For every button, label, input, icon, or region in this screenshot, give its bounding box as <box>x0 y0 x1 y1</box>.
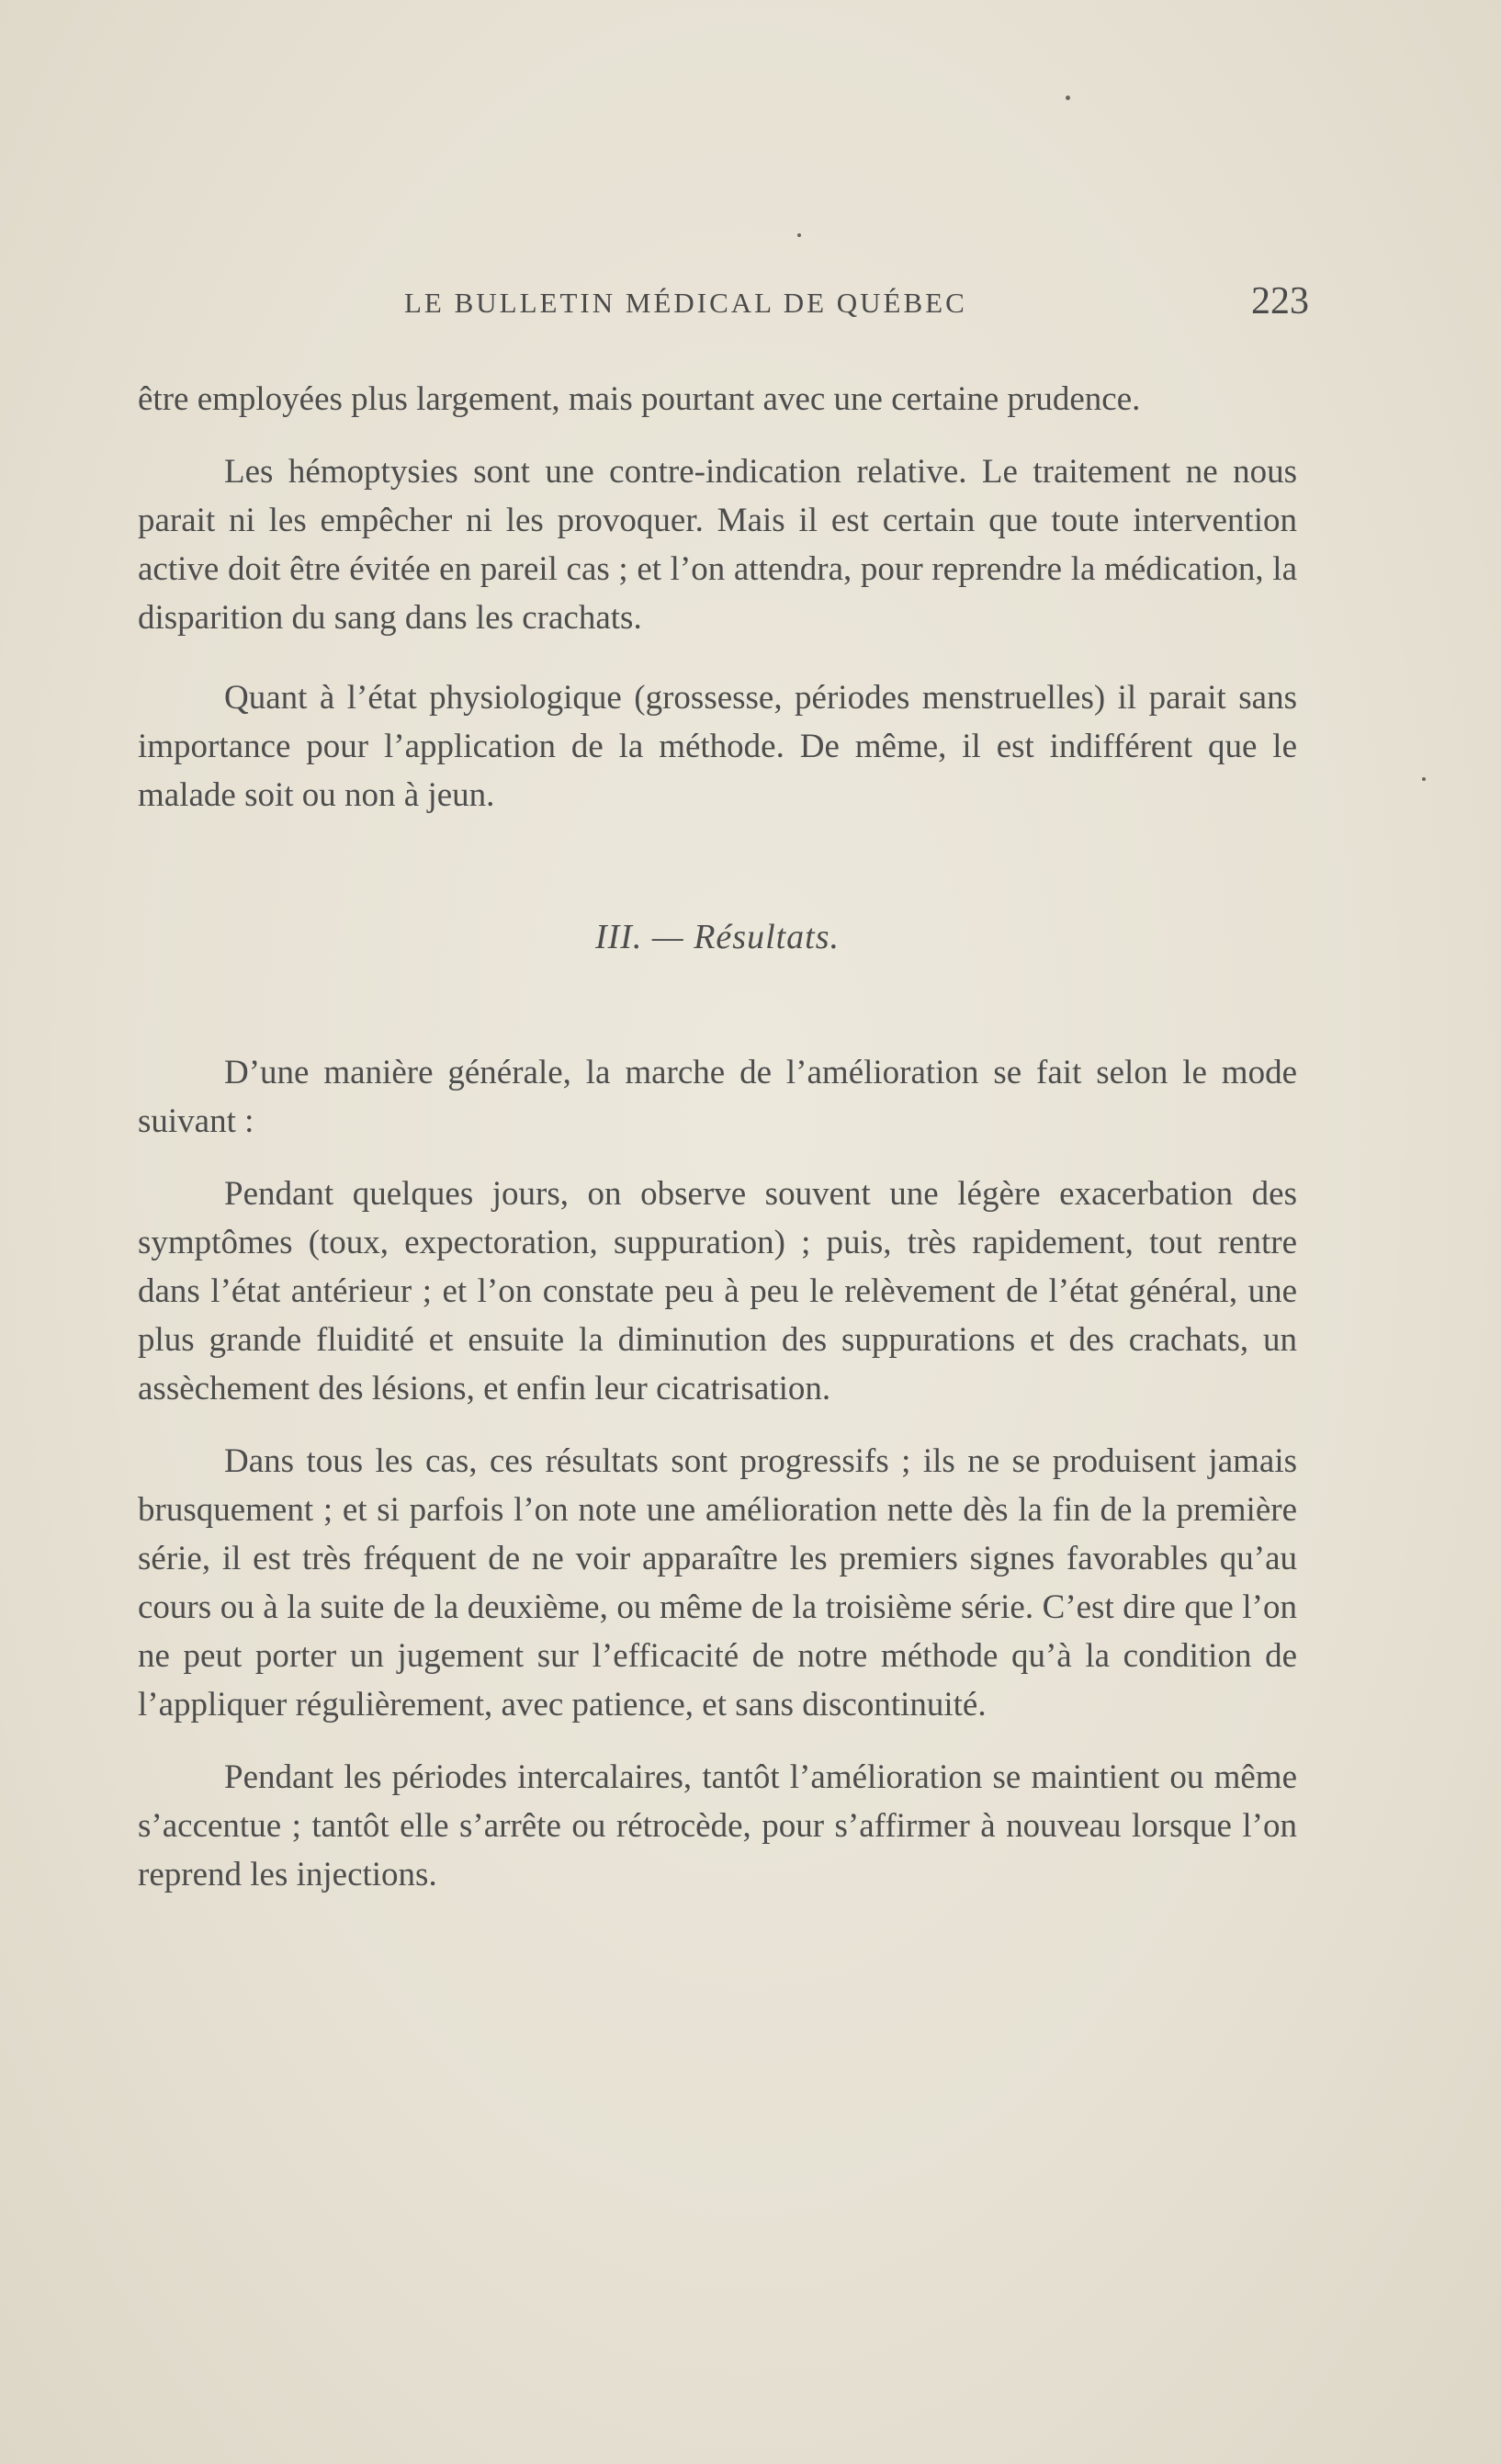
paragraph-resultats-progressifs: Dans tous les cas, ces résultats sont progressifs ; ils ne se produisent jamais brusquement ; et si parfois l’on note une amélioration nette dès la fin de la première série, il est très fréquent de ne voir apparaître les premiers signes favorables qu’au cours ou à la suite de la deuxième, ou même de la troisième série. C’est dire que l’on ne peut porter un jugement sur l’efficacité de notre méthode qu’à la condition de l’appliquer régulièrement, avec patience, et sans discontinuité. <box>138 1442 1297 1724</box>
paragraph-exacerbation: Pendant quelques jours, on observe souvent une légère exacerbation des symptômes (toux, expectoration, suppuration) ; puis, très rapidement, tout rentre dans l’état antérieur ; et l’on constate peu à peu le relèvement de l’état général, une plus grande fluidité et ensuite la diminution des suppurations et des crachats, un assèchement des lésions, et enfin leur cicatrisation. <box>138 1175 1297 1407</box>
running-head <box>138 280 1318 333</box>
section-heading: III. — Résultats. <box>594 918 841 956</box>
print-speck <box>1422 777 1426 781</box>
running-title: LE BULLETIN MÉDICAL DE QUÉBEC <box>404 287 967 319</box>
paragraph-marche-amelioration: D’une manière générale, la marche de l’amélioration se fait selon le mode suivant : <box>138 1054 1297 1140</box>
page-number: 223 <box>1251 280 1309 322</box>
body-text <box>138 375 1297 1899</box>
print-speck <box>1066 96 1070 100</box>
paragraph-hemoptysies: Les hémoptysies sont une contre-indication relative. Le traitement ne nous parait ni les empêcher ni les provoquer. Mais il est certain que toute intervention active doit être évitée en pareil cas ; et l’on attendra, pour reprendre la médication, la disparition du sang dans les crachats. <box>138 453 1297 637</box>
paragraph-etat-physiologique: Quant à l’état physiologique (grossesse, périodes menstruelles) il parait sans importance pour l’application de la méthode. De même, il est indifférent que le malade soit ou non à jeun. <box>138 679 1297 814</box>
paragraph-continuation: être employées plus largement, mais pourtant avec une certaine prudence. <box>138 380 1141 418</box>
paragraph-periodes-intercalaires: Pendant les périodes intercalaires, tantôt l’amélioration se maintient ou même s’accentue ; tantôt elle s’arrête ou rétrocède, pour s’affirmer à nouveau lorsque l’on reprend les injections. <box>138 1758 1297 1893</box>
print-speck <box>797 233 801 237</box>
